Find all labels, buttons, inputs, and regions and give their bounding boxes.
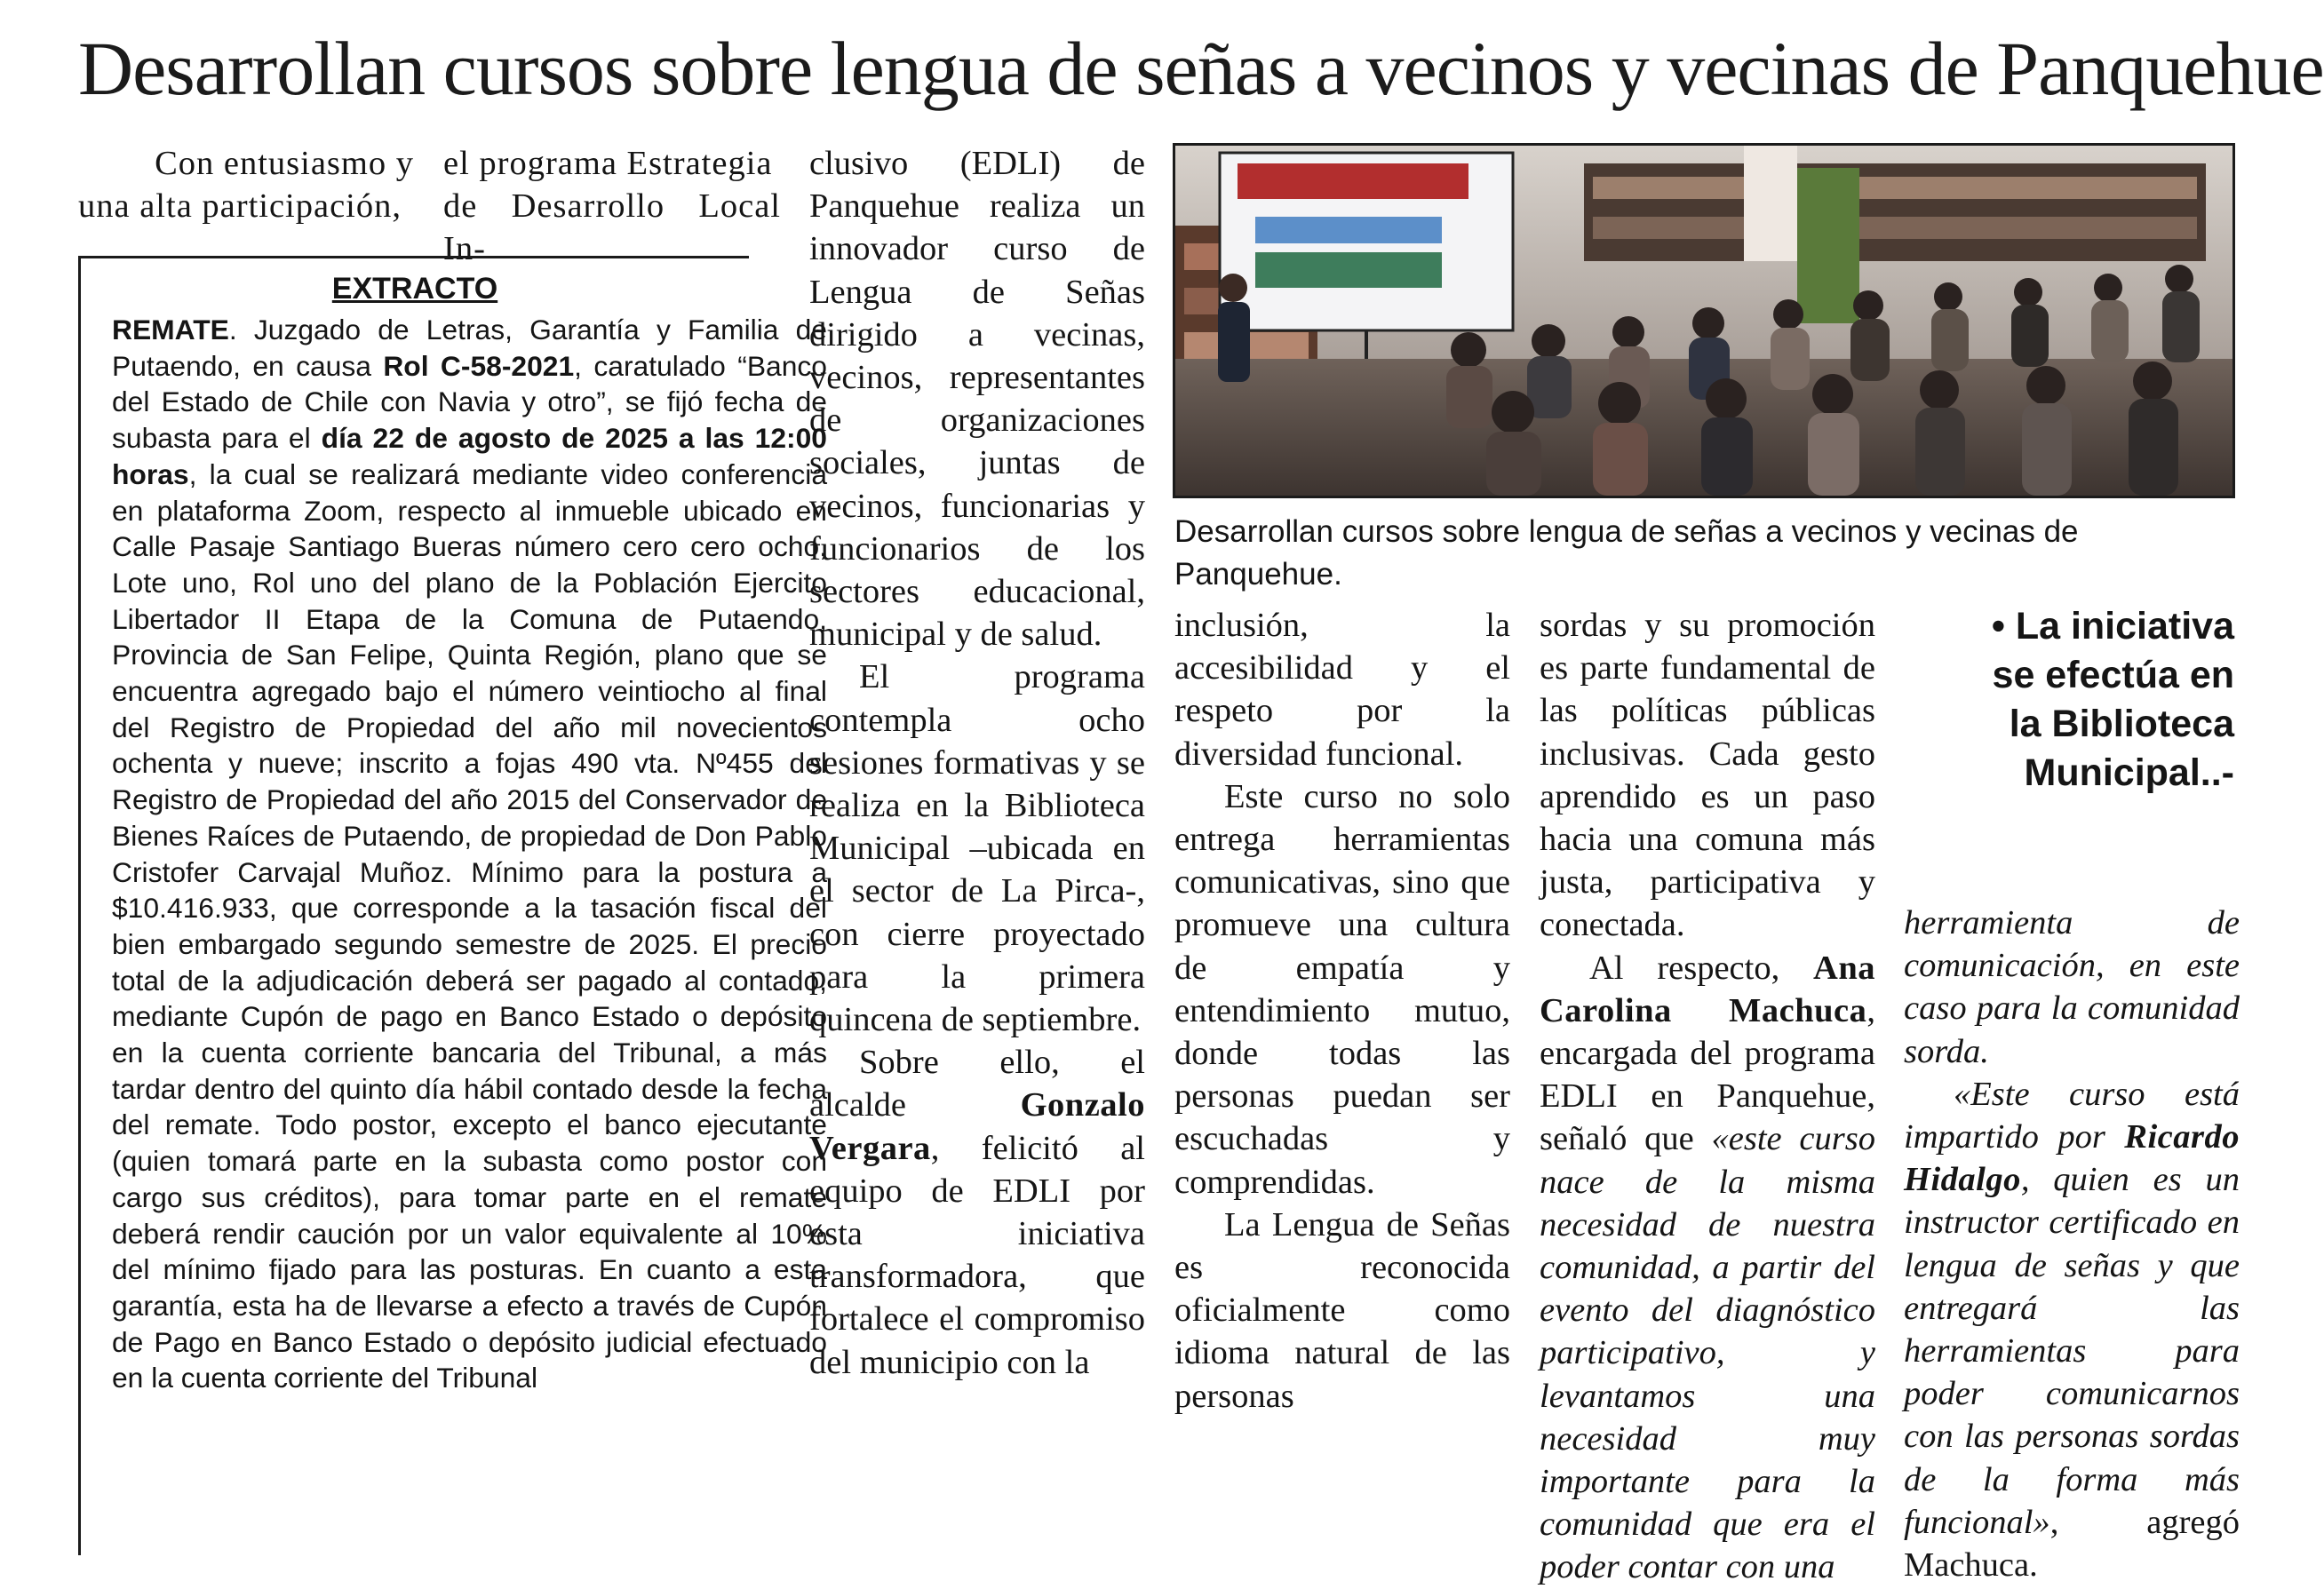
presenter <box>1218 274 1250 382</box>
intro-line-3: el programa Estrategia <box>443 145 773 182</box>
pull-quote-line-2: se efectúa en <box>1992 654 2234 696</box>
pull-quote-line-1: • La iniciativa <box>1991 605 2234 648</box>
notice-lead: REMATE <box>112 314 229 346</box>
col3-paragraph-2: El programa contempla ocho sesiones formativas y se realiza en la Biblioteca Municipal –ubicada en el sector de La Pirca-, con cierre proyectado para la primera quincena de septiembre. <box>809 658 1145 1039</box>
col3-p3-b: , felicitó al equipo de EDLI por esta iniciativa transformadora, que fortalece el compromiso del municipio con la <box>809 1129 1145 1381</box>
legal-notice-box <box>78 256 827 1555</box>
notice-rol: Rol C-58-2021 <box>383 349 575 382</box>
col6-p2-c: , agregó Machuca. <box>1904 1503 2240 1585</box>
col5-p2-a: Al respecto, <box>1589 949 1814 987</box>
col6-paragraph-2 <box>1904 1073 2240 1586</box>
col3-paragraph-3 <box>809 1041 1145 1384</box>
col5-paragraph-2 <box>1540 947 1875 1589</box>
headline: Desarrollan cursos sobre lengua de señas a vecinos y vecinas de Panquehue <box>78 26 2324 111</box>
intro-line-1: Con entusiasmo y <box>155 145 414 182</box>
photo-caption: Desarrollan cursos sobre lengua de señas a vecinos y vecinas de Panquehue. <box>1174 514 2079 592</box>
notice-text-1: . Juzgado de Letras, Garantía y Familia de Putaendo, en causa <box>112 314 827 382</box>
legal-notice-title: EXTRACTO <box>331 272 498 306</box>
col3-p3-a: Sobre ello, el alcalde <box>809 1044 1145 1124</box>
col5-paragraph-1: sordas y su promoción es parte fundamental de las políticas públicas inclusivas. Cada gesto aprendido es un paso hacia una comuna más justa, participativa y conectada. <box>1540 607 1875 944</box>
col4-paragraph-3: La Lengua de Señas es reconocida oficialmente como idioma natural de las personas <box>1174 1205 1510 1415</box>
col6-p2-b: , quien es un instructor certificado en lengua de señas y que entregará las herramientas para poder comunicarnos con las personas sordas de la forma más funcional» <box>1904 1161 2240 1541</box>
intro-line-4: de Desarrollo Local In- <box>443 187 781 268</box>
pull-quote-line-3: la Biblioteca <box>2009 703 2234 745</box>
event-photo-image <box>1175 146 2232 496</box>
intro-column-2 <box>443 142 781 271</box>
notice-text-2: , caratulado “Banco del Estado de Chile con Navia y otro”, se fijó fecha de subasta para el <box>112 349 827 455</box>
intro-column-1 <box>78 142 414 227</box>
pull-quote-line-4: Municipal..- <box>2024 751 2234 794</box>
col4-paragraph-2: Este curso no solo entrega herramientas comunicativas, sino que promueve una cultura de empatía y entendimiento mutuo, donde todas las personas puedan ser escuchadas y comprendidas. <box>1174 777 1510 1201</box>
notice-text-3: , la cual se realizará mediante video conferencia en plataforma Zoom, respecto al inmueble ubicado en Calle Pasaje Santiago Bueras número cero cero ocho, Lote uno, Rol uno del plano de la Población Ejercito Libertador II Etapa de la Comuna de Putaendo, Provincia de San Felipe, Quinta Región, plano que se encuentra agregado bajo el número veintiocho al final del Registro de Propiedad del año mil novecientos ochenta y nueve; inscrito a fojas 490 vta. Nº455 del Registro de Propiedad del año 2015 del Conservador de Bienes Raíces de Putaendo, de propiedad de Don Pablo Cristofer Carvajal Muñoz. Mínimo para la postura a $10.416.933, que corresponde a la tasación fiscal del bien embargado segundo semestre de 2025. El precio total de la adjudicación deberá ser pagado al contado, mediante Cupón de pago en Banco Estado o depósito en la cuenta corriente bancaria del Tribunal, a más tardar dentro del quinto día hábil contado desde la fecha del remate. Todo postor, excepto el banco ejecutante (quien tomará parte en la subasta como postor con cargo sus créditos), para tomar parte en el remate deberá rendir caución por un valor equivalente al 10% del mínimo fijado para las posturas. En cuanto a esta garantía, esta ha de llevarse a efecto a través de Cupón de Pago en Banco Estado o depósito judicial efectuado en la cuenta corriente del Tribunal <box>112 457 827 1394</box>
instructor-name: Ricardo Hidalgo <box>1904 1118 2240 1199</box>
article-column-4 <box>1174 604 1510 1415</box>
intro-line-2: una alta participación, <box>78 187 402 226</box>
article-column-5 <box>1540 604 1875 1586</box>
col5-p2-b: , encargada del programa EDLI en Panquehue, señaló que <box>1540 991 1875 1158</box>
article-column-3 <box>809 142 1145 1381</box>
mayor-name: Gonzalo Vergara <box>809 1086 1145 1167</box>
col6-p2-a: «Este curso está impartido por <box>1904 1075 2240 1156</box>
pull-quote <box>1906 602 2234 798</box>
coordinator-name: Ana Carolina Machuca <box>1540 949 1875 1029</box>
col6-paragraph-1: herramienta de comunicación, en este caso para la comunidad sorda. <box>1904 904 2240 1070</box>
article-column-6 <box>1904 902 2240 1585</box>
event-photo <box>1173 143 2235 498</box>
col4-paragraph-1: inclusión, la accesibilidad y el respeto por la diversidad funcional. <box>1174 607 1510 773</box>
col3-paragraph-1: clusivo (EDLI) de Panquehue realiza un innovador curso de Lengua de Señas dirigido a vecinas, vecinos, representantes de organizaciones sociales, juntas de vecinos, funcionarias y funcionarios de los sectores educacional, municipal y de salud. <box>809 145 1145 654</box>
notice-date: día 22 de agosto de 2025 a las 12:00 horas <box>112 422 827 490</box>
legal-notice-text <box>112 312 827 1396</box>
col5-quote: «este curso nace de la misma necesidad de nuestra comunidad, a partir del evento del diagnóstico participativo, y levantamos una necesidad muy importante para la comunidad que era el poder contar con una <box>1540 1120 1875 1586</box>
